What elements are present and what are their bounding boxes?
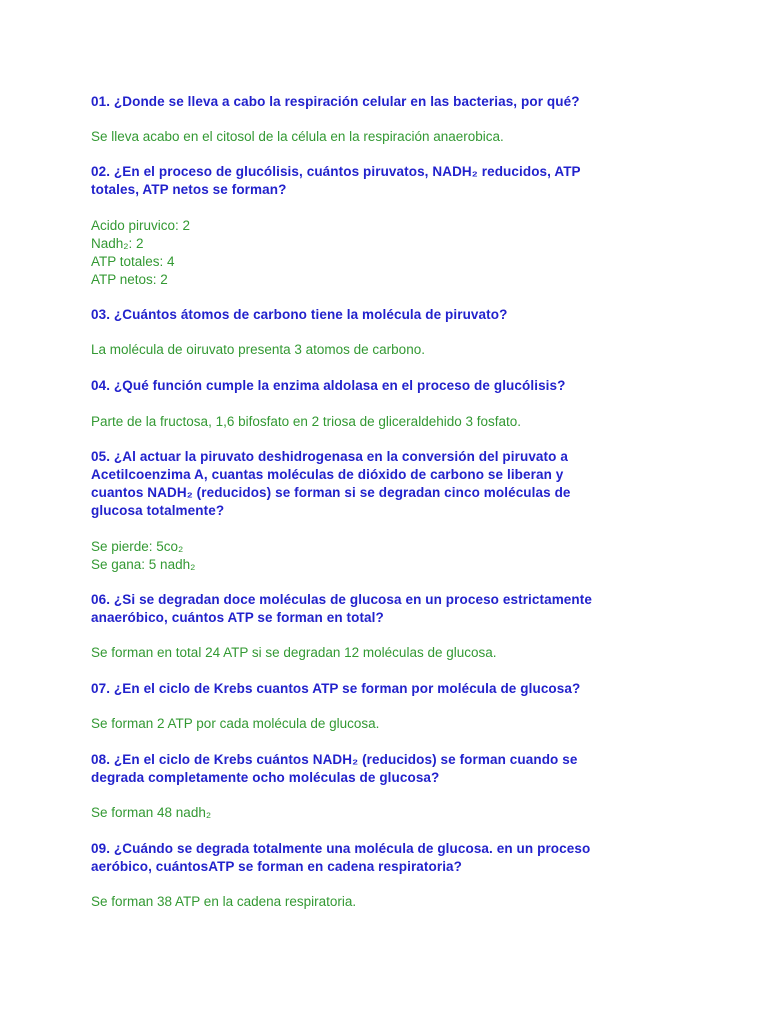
answer-03 — [91, 341, 691, 359]
answer-01 — [91, 128, 691, 146]
answer-02 — [91, 217, 691, 289]
question-line: 09. ¿Cuándo se degrada totalmente una molécula de glucosa. en un proceso — [91, 841, 591, 856]
answer-04 — [91, 413, 691, 431]
question-line: 05. ¿Al actuar la piruvato deshidrogenasa en la conversión del piruvato a — [91, 449, 568, 464]
question-line: 07. ¿En el ciclo de Krebs cuantos ATP se forman por molécula de glucosa? — [91, 681, 581, 696]
answer-09 — [91, 893, 691, 911]
question-line: 03. ¿Cuántos átomos de carbono tiene la molécula de piruvato? — [91, 307, 508, 322]
question-line: 01. ¿Donde se lleva a cabo la respiración celular en las bacterias, por qué? — [91, 94, 580, 109]
question-line: 06. ¿Si se degradan doce moléculas de glucosa en un proceso estrictamente — [91, 592, 592, 607]
answer-line: ATP totales: 4 — [91, 254, 175, 269]
question-07 — [91, 680, 691, 698]
answer-07 — [91, 715, 691, 733]
question-line: aeróbico, cuántosATP se forman en cadena respiratoria? — [91, 859, 463, 874]
question-line: 08. ¿En el ciclo de Krebs cuántos NADH₂ (reducidos) se forman cuando se — [91, 752, 578, 767]
question-line: Acetilcoenzima A, cuantas moléculas de dióxido de carbono se liberan y — [91, 467, 564, 482]
question-04 — [91, 377, 691, 395]
question-line: cuantos NADH₂ (reducidos) se forman si se degradan cinco moléculas de — [91, 485, 571, 500]
answer-line: Se forman 38 ATP en la cadena respiratoria. — [91, 894, 357, 909]
answer-line: Se lleva acabo en el citosol de la célula en la respiración anaerobica. — [91, 129, 504, 144]
answer-08 — [91, 804, 691, 822]
answer-05 — [91, 538, 691, 574]
question-line: degrada completamente ocho moléculas de glucosa? — [91, 770, 440, 785]
question-06 — [91, 591, 691, 627]
question-02 — [91, 163, 691, 199]
question-03 — [91, 306, 691, 324]
answer-line: Se gana: 5 nadh₂ — [91, 557, 196, 572]
answer-line: Nadh₂: 2 — [91, 236, 144, 251]
answer-line: La molécula de oiruvato presenta 3 atomos de carbono. — [91, 342, 425, 357]
answer-line: Parte de la fructosa, 1,6 bifosfato en 2 triosa de gliceraldehido 3 fosfato. — [91, 414, 522, 429]
question-line: 02. ¿En el proceso de glucólisis, cuántos piruvatos, NADH₂ reducidos, ATP — [91, 164, 581, 179]
question-01 — [91, 93, 691, 111]
question-line: glucosa totalmente? — [91, 503, 225, 518]
answer-line: Acido piruvico: 2 — [91, 218, 191, 233]
question-09 — [91, 840, 691, 876]
answer-line: ATP netos: 2 — [91, 272, 168, 287]
question-08 — [91, 751, 691, 787]
question-05 — [91, 448, 691, 520]
question-line: totales, ATP netos se forman? — [91, 182, 287, 197]
answer-line: Se pierde: 5co₂ — [91, 539, 184, 554]
question-line: 04. ¿Qué función cumple la enzima aldolasa en el proceso de glucólisis? — [91, 378, 566, 393]
answer-line: Se forman 2 ATP por cada molécula de glucosa. — [91, 716, 380, 731]
question-line: anaeróbico, cuántos ATP se forman en total? — [91, 610, 384, 625]
answer-06 — [91, 644, 691, 662]
answer-line: Se forman en total 24 ATP si se degradan 12 moléculas de glucosa. — [91, 645, 497, 660]
answer-line: Se forman 48 nadh₂ — [91, 805, 212, 820]
